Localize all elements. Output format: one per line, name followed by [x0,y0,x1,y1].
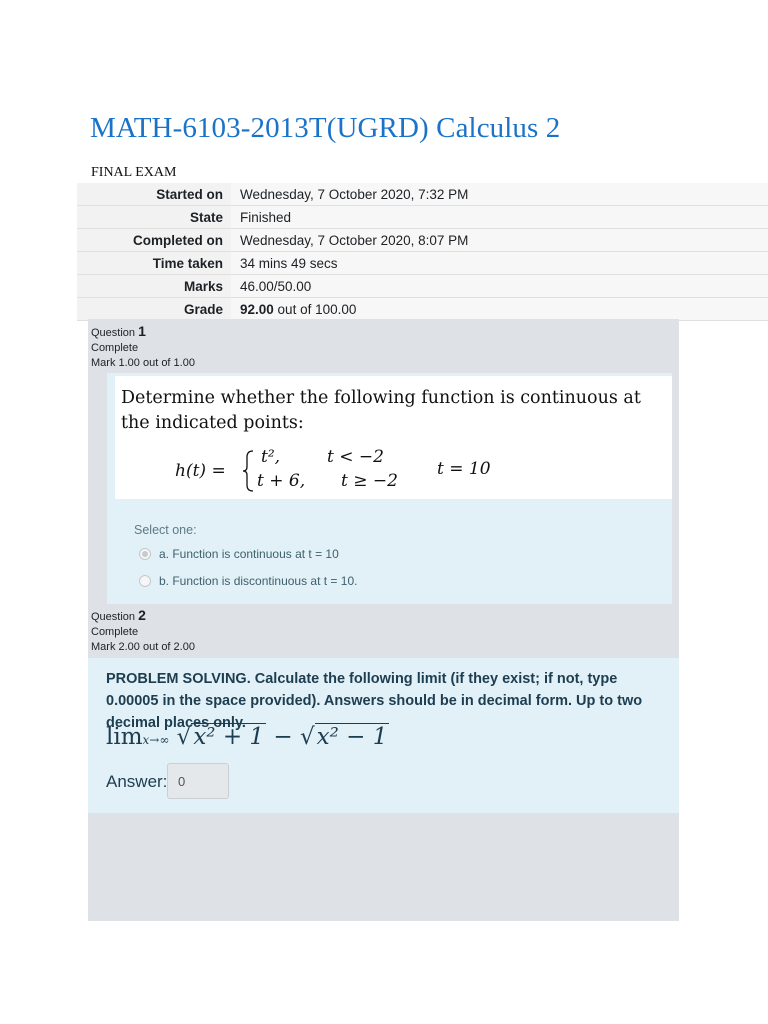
summary-row [77,183,768,206]
summary-label: Marks [77,275,231,298]
question-mark: Mark 2.00 out of 2.00 [91,641,195,653]
exam-label: FINAL EXAM [91,165,177,180]
summary-value [231,298,768,321]
radicand-2: x² − 1 [316,724,388,750]
indicated-point: t = 10 [437,459,491,479]
summary-value: Wednesday, 7 October 2020, 8:07 PM [231,229,768,252]
course-title: MATH-6103-2013T(UGRD) Calculus 2 [90,112,561,144]
answer-input[interactable] [167,763,229,799]
summary-value: Finished [231,206,768,229]
sqrt-icon: √ [176,724,192,750]
summary-row [77,229,768,252]
radio-a[interactable] [139,548,151,560]
radicand-1: x² + 1 [193,724,265,750]
question-1-info [91,324,195,371]
option-b-label: b. Function is discontinuous at t = 10. [159,574,358,588]
summary-row [77,275,768,298]
summary-label: Grade [77,298,231,321]
summary-value: 34 mins 49 secs [231,252,768,275]
question-2-body [88,658,679,813]
radio-b[interactable] [139,575,151,587]
summary-row [77,252,768,275]
question-status: Complete [91,626,139,638]
question-1-body [107,373,672,604]
summary-row [77,206,768,229]
grade-value: 92.00 [240,301,274,317]
lim-subscript: x→∞ [142,733,170,747]
case1-cond: t < −2 [327,447,384,467]
question-status: Complete [91,342,139,354]
summary-label: Completed on [77,229,231,252]
question-number: 2 [138,607,146,623]
case2-cond: t ≥ −2 [341,471,398,491]
minus-sign: − [266,724,300,750]
question-mark: Mark 1.00 out of 1.00 [91,357,195,369]
summary-label: State [77,206,231,229]
option-a-label: a. Function is continuous at t = 10 [159,547,339,561]
grade-total: out of 100.00 [273,301,357,317]
brace-icon [241,449,255,493]
question-2-info [91,608,195,655]
attempt-summary-table [77,183,768,321]
summary-label: Time taken [77,252,231,275]
option-b[interactable] [139,574,357,588]
question-number: 1 [138,323,146,339]
answer-label: Answer: [106,772,168,791]
question-label: Question [91,327,136,339]
case2-expr: t + 6, [257,471,306,491]
question-2-panel [88,604,679,921]
summary-label: Started on [77,183,231,206]
sqrt-icon: √ [299,724,315,750]
lim-text: lim [106,724,143,750]
formula-lhs: h(t) = [175,461,226,481]
limit-expression [106,724,389,750]
option-a[interactable] [139,547,339,561]
question-prompt: PROBLEM SOLVING. Calculate the following limit (if they exist; if not, type 0.00005 in the space provided). Answers should be in decimal form. Up to two decimal places only. [106,671,643,731]
select-one-label: Select one: [134,523,197,537]
question-prompt: Determine whether the following function is continuous at the indicated points: [121,388,641,433]
summary-row [77,298,768,321]
question-1-image [115,376,672,499]
summary-value: 46.00/50.00 [231,275,768,298]
question-1-panel [88,319,679,604]
question-label: Question [91,611,136,623]
case1-expr: t², [261,447,281,467]
summary-value: Wednesday, 7 October 2020, 7:32 PM [231,183,768,206]
